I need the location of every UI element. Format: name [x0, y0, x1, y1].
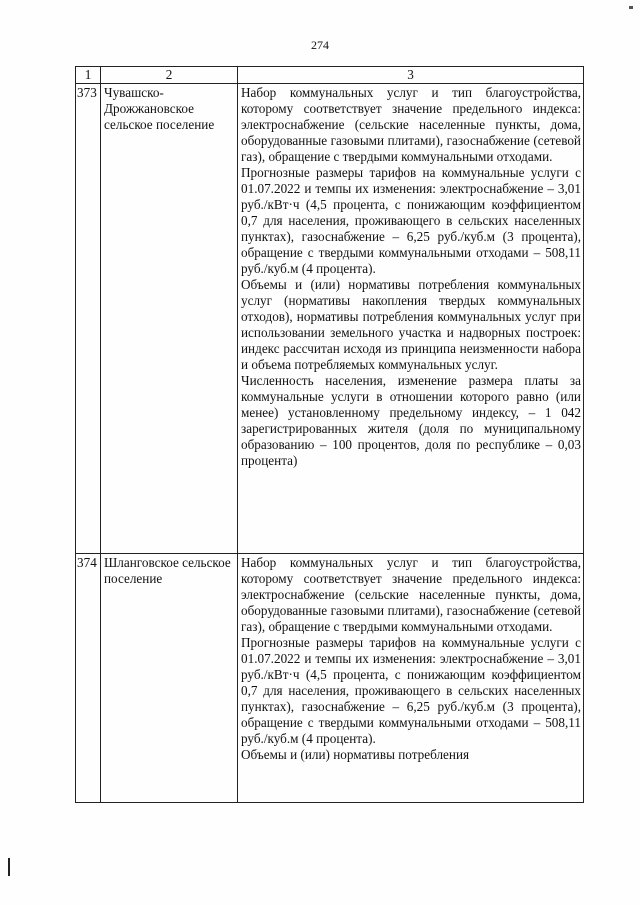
description-paragraph: Прогнозные размеры тарифов на коммунальные услуги с 01.07.2022 и темпы их изменения: электроснабжение – 3,01 руб./кВт·ч (4,5 процента, с понижающим коэффициентом 0,7 для населения, проживающего в сельских населенных пунктах), газоснабжение – 6,25 руб./куб.м (3 процента), обращение с твердыми коммунальными отходами – 508,11 руб./куб.м (4 процента). — [241, 165, 581, 276]
row-number: 373 — [76, 84, 101, 554]
table-row — [76, 84, 584, 554]
column-header-number: 1 — [76, 67, 101, 84]
description-paragraph: Объемы и (или) нормативы потребления — [241, 747, 470, 762]
tariff-table — [75, 66, 584, 803]
municipality-name: Шланговское сельское поселение — [101, 554, 238, 803]
description-clip — [241, 555, 581, 802]
description-paragraph: Объемы и (или) нормативы потребления коммунальных услуг (нормативы накопления твердых коммунальных отходов), нормативы потребления коммунальных услуг при использовании земельного участка и надворных построек: индекс рассчитан исходя из принципа неизменности набора и объема потребляемых коммунальных услуг. — [241, 277, 581, 372]
column-header-municipality: 2 — [101, 67, 238, 84]
tariff-description — [238, 84, 584, 554]
margin-mark — [8, 858, 10, 876]
table-header-row — [76, 67, 584, 84]
column-header-description: 3 — [238, 67, 584, 84]
description-paragraph: Численность населения, изменение размера платы за коммунальные услуги в отношении которого равно (или менее) установленному предельному индексу, – 1 042 зарегистрированных жителя (доля по муниципальному образованию – 100 процентов, доля по республике – 0,03 процента) — [241, 373, 581, 468]
description-paragraph: Набор коммунальных услуг и тип благоустройства, которому соответствует значение предельного индекса: электроснабжение (сельские населенные пункты, дома, оборудованные газовыми плитами), газоснабжение (сетевой газ), обращение с твердыми коммунальными отходами. — [241, 555, 581, 634]
corner-mark — [629, 6, 633, 9]
description-paragraph: Набор коммунальных услуг и тип благоустройства, которому соответствует значение предельного индекса: электроснабжение (сельские населенные пункты, дома, оборудованные газовыми плитами), газоснабжение (сетевой газ), обращение с твердыми коммунальными отходами. — [241, 85, 581, 164]
tariff-description — [238, 554, 584, 803]
description-paragraph: Прогнозные размеры тарифов на коммунальные услуги с 01.07.2022 и темпы их изменения: электроснабжение – 3,01 руб./кВт·ч (4,5 процента, с понижающим коэффициентом 0,7 для населения, проживающего в сельских населенных пунктах), газоснабжение – 6,25 руб./куб.м (3 процента), обращение с твердыми коммунальными отходами – 508,11 руб./куб.м (4 процента). — [241, 635, 581, 746]
row-number: 374 — [76, 554, 101, 803]
table-row — [76, 554, 584, 803]
page-number: 274 — [311, 38, 329, 52]
municipality-name: Чувашско-Дрожжановское сельское поселение — [101, 84, 238, 554]
